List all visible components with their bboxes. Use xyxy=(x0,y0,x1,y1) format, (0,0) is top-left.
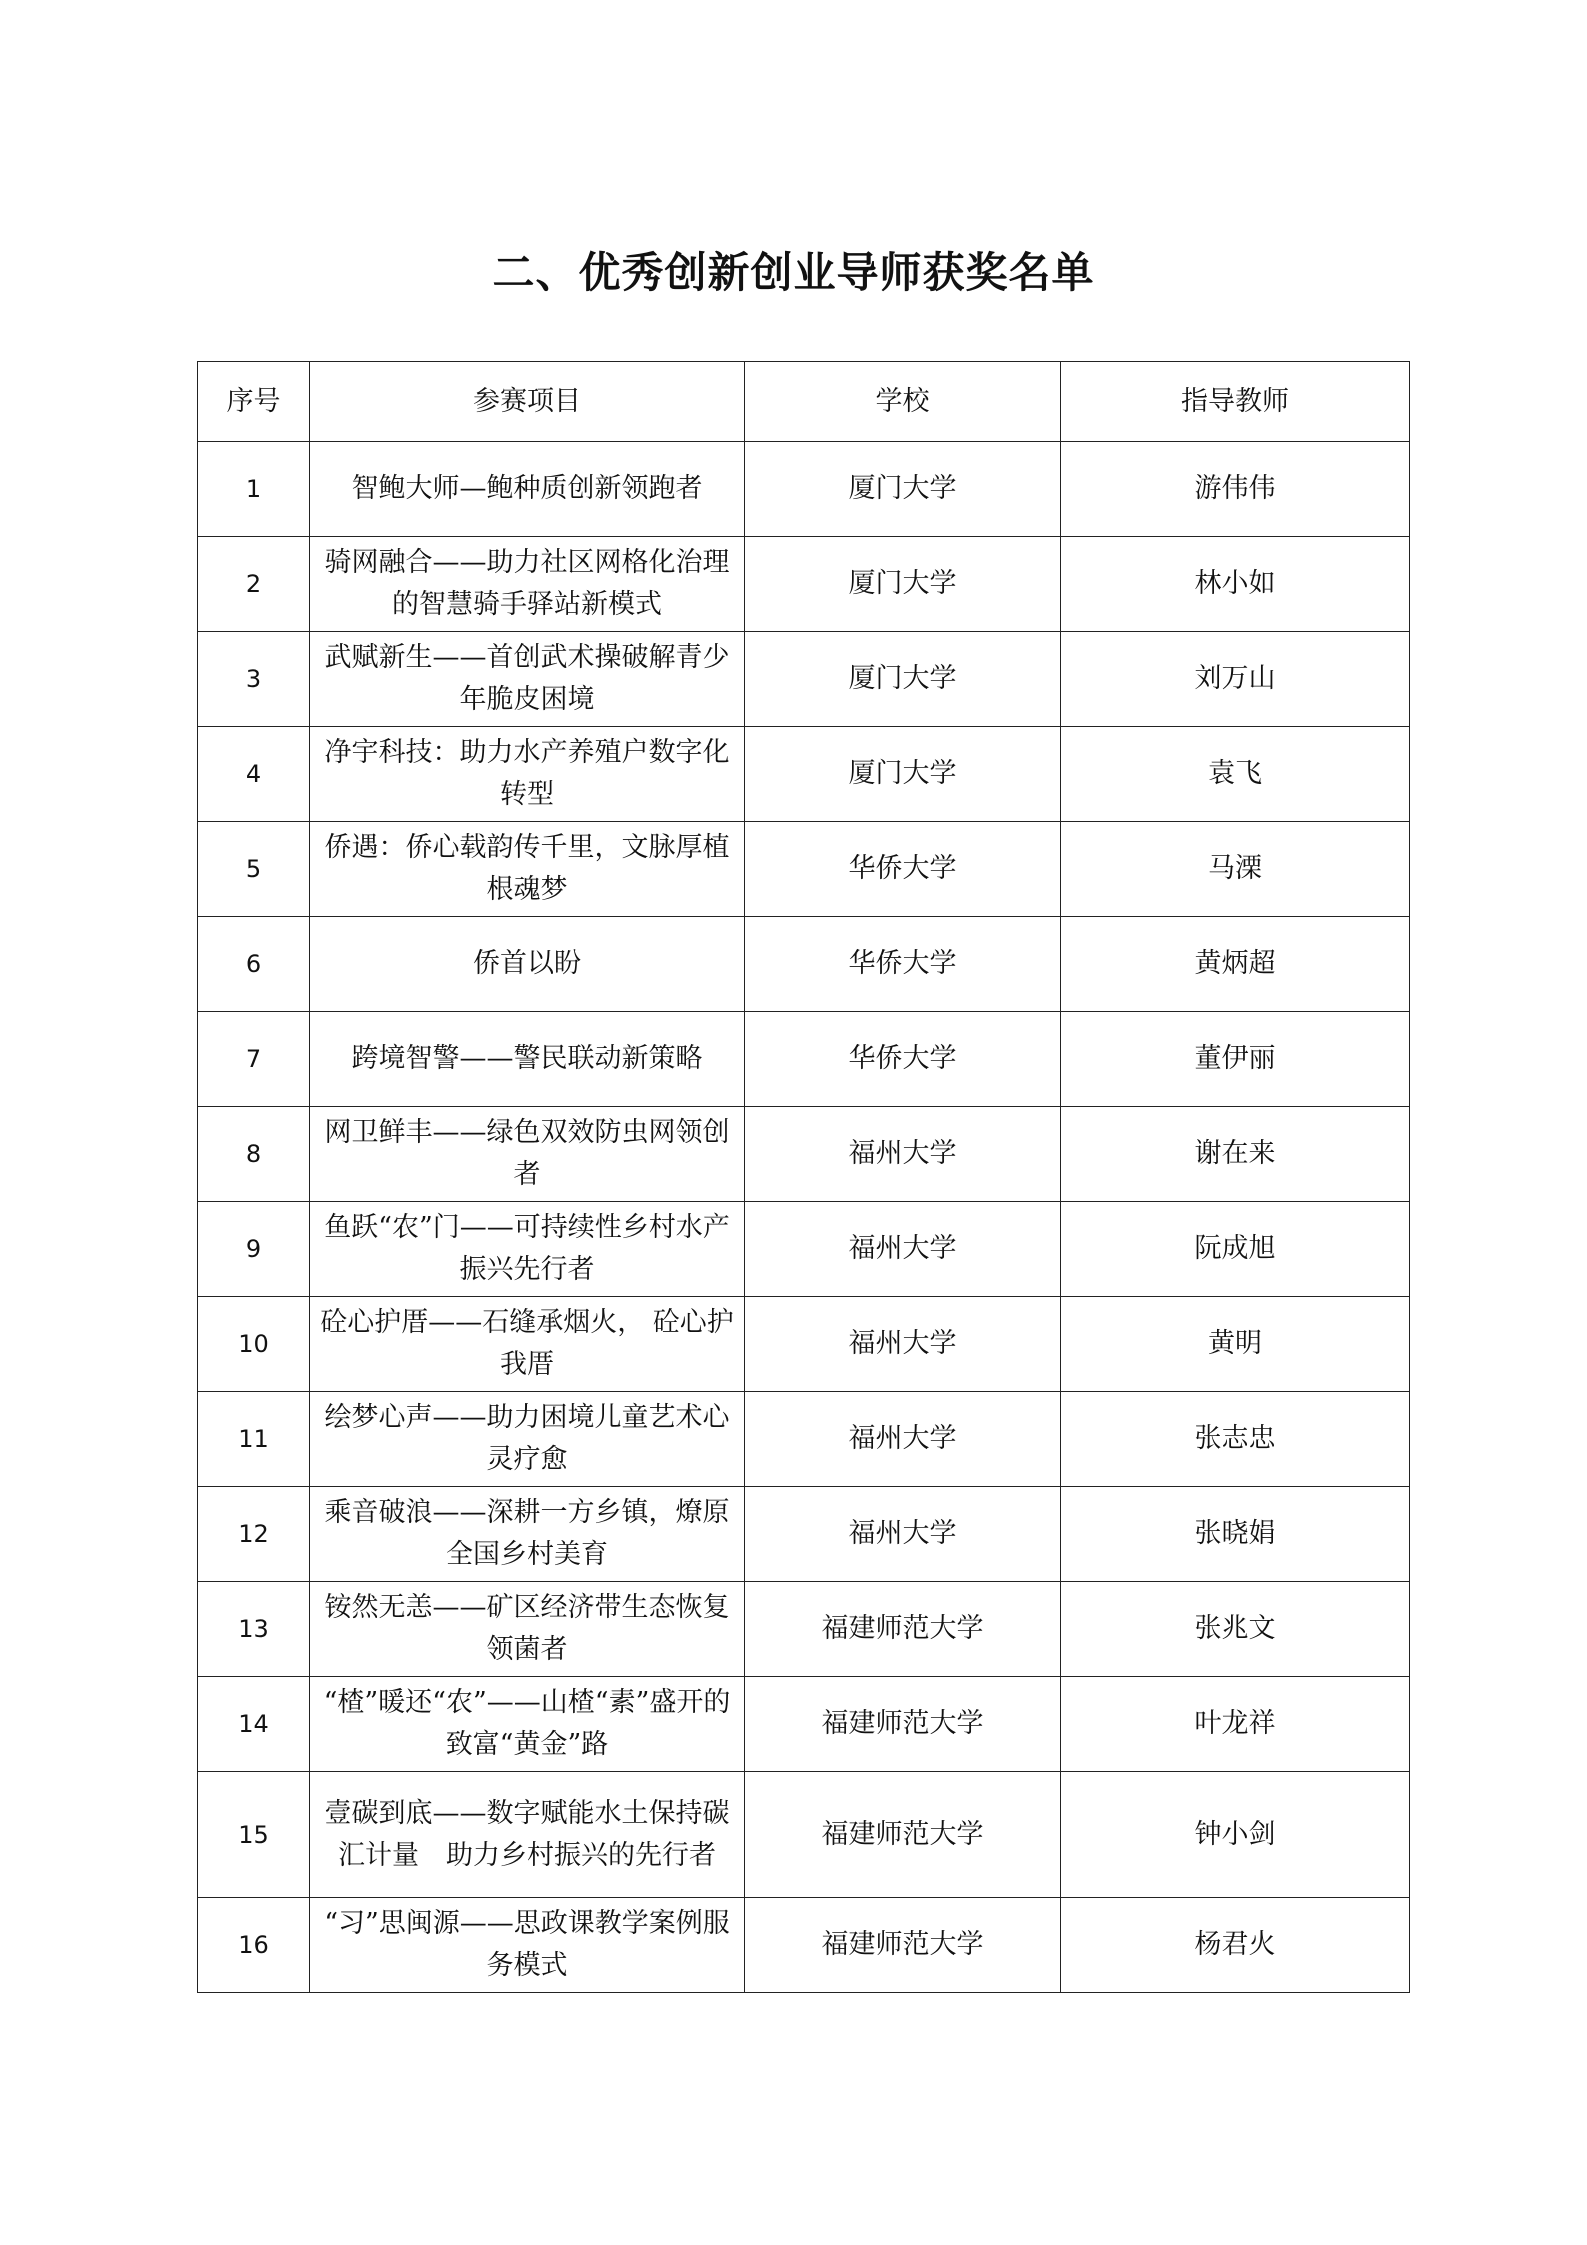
row-school: 福州大学 xyxy=(745,1392,1061,1487)
row-project: 侨首以盼 xyxy=(310,917,745,1012)
table-row xyxy=(198,1297,1410,1392)
table-row xyxy=(198,1392,1410,1487)
header-project: 参赛项目 xyxy=(310,362,745,442)
row-number: 9 xyxy=(198,1202,310,1297)
row-school: 福建师范大学 xyxy=(745,1582,1061,1677)
table-row xyxy=(198,1772,1410,1898)
row-school: 华侨大学 xyxy=(745,822,1061,917)
row-teacher: 游伟伟 xyxy=(1061,442,1410,537)
row-project: 网卫鲜丰——绿色双效防虫网领创者 xyxy=(310,1107,745,1202)
row-project: 砼心护厝——石缝承烟火， 砼心护我厝 xyxy=(310,1297,745,1392)
table-row xyxy=(198,727,1410,822)
header-teacher: 指导教师 xyxy=(1061,362,1410,442)
row-school: 福州大学 xyxy=(745,1487,1061,1582)
row-project: 侨遇：侨心载韵传千里，文脉厚植根魂梦 xyxy=(310,822,745,917)
row-project: 绘梦心声——助力困境儿童艺术心灵疗愈 xyxy=(310,1392,745,1487)
table-row xyxy=(198,1202,1410,1297)
table-row xyxy=(198,1487,1410,1582)
row-project: “习”思闽源——思政课教学案例服务模式 xyxy=(310,1898,745,1993)
row-project: 壹碳到底——数字赋能水土保持碳汇计量 助力乡村振兴的先行者 xyxy=(310,1772,745,1898)
row-teacher: 张志忠 xyxy=(1061,1392,1410,1487)
table-row xyxy=(198,1898,1410,1993)
row-project: 净宇科技：助力水产养殖户数字化转型 xyxy=(310,727,745,822)
row-school: 福州大学 xyxy=(745,1202,1061,1297)
row-teacher: 钟小剑 xyxy=(1061,1772,1410,1898)
table-row xyxy=(198,1107,1410,1202)
row-school: 福州大学 xyxy=(745,1297,1061,1392)
row-teacher: 袁飞 xyxy=(1061,727,1410,822)
table-row xyxy=(198,442,1410,537)
table-row xyxy=(198,917,1410,1012)
row-teacher: 黄炳超 xyxy=(1061,917,1410,1012)
row-number: 10 xyxy=(198,1297,310,1392)
row-number: 8 xyxy=(198,1107,310,1202)
row-school: 华侨大学 xyxy=(745,1012,1061,1107)
row-school: 福建师范大学 xyxy=(745,1898,1061,1993)
row-number: 15 xyxy=(198,1772,310,1898)
row-school: 厦门大学 xyxy=(745,727,1061,822)
row-project: 跨境智警——警民联动新策略 xyxy=(310,1012,745,1107)
row-number: 11 xyxy=(198,1392,310,1487)
row-teacher: 叶龙祥 xyxy=(1061,1677,1410,1772)
row-project: 武赋新生——首创武术操破解青少年脆皮困境 xyxy=(310,632,745,727)
row-teacher: 黄明 xyxy=(1061,1297,1410,1392)
row-number: 14 xyxy=(198,1677,310,1772)
table-row xyxy=(198,1582,1410,1677)
row-school: 厦门大学 xyxy=(745,442,1061,537)
row-teacher: 张晓娟 xyxy=(1061,1487,1410,1582)
row-teacher: 谢在来 xyxy=(1061,1107,1410,1202)
award-table xyxy=(197,361,1410,1993)
table-header-row xyxy=(198,362,1410,442)
row-number: 12 xyxy=(198,1487,310,1582)
row-teacher: 阮成旭 xyxy=(1061,1202,1410,1297)
row-number: 16 xyxy=(198,1898,310,1993)
row-school: 福州大学 xyxy=(745,1107,1061,1202)
row-school: 华侨大学 xyxy=(745,917,1061,1012)
row-project: 智鲍大师—鲍种质创新领跑者 xyxy=(310,442,745,537)
table-row xyxy=(198,632,1410,727)
row-teacher: 刘万山 xyxy=(1061,632,1410,727)
row-number: 4 xyxy=(198,727,310,822)
row-number: 7 xyxy=(198,1012,310,1107)
row-school: 厦门大学 xyxy=(745,632,1061,727)
row-teacher: 林小如 xyxy=(1061,537,1410,632)
row-number: 1 xyxy=(198,442,310,537)
row-teacher: 杨君火 xyxy=(1061,1898,1410,1993)
table-row xyxy=(198,1677,1410,1772)
table-row xyxy=(198,537,1410,632)
row-number: 6 xyxy=(198,917,310,1012)
row-teacher: 董伊丽 xyxy=(1061,1012,1410,1107)
row-project: “楂”暖还“农”——山楂“素”盛开的致富“黄金”路 xyxy=(310,1677,745,1772)
row-project: 鱼跃“农”门——可持续性乡村水产振兴先行者 xyxy=(310,1202,745,1297)
row-school: 福建师范大学 xyxy=(745,1677,1061,1772)
row-school: 厦门大学 xyxy=(745,537,1061,632)
table-row xyxy=(198,822,1410,917)
table-row xyxy=(198,1012,1410,1107)
row-project: 骑网融合——助力社区网格化治理的智慧骑手驿站新模式 xyxy=(310,537,745,632)
row-number: 3 xyxy=(198,632,310,727)
page-title: 二、优秀创新创业导师获奖名单 xyxy=(492,248,1095,297)
header-number: 序号 xyxy=(198,362,310,442)
row-number: 5 xyxy=(198,822,310,917)
row-number: 13 xyxy=(198,1582,310,1677)
header-school: 学校 xyxy=(745,362,1061,442)
row-project: 铵然无恙——矿区经济带生态恢复领菌者 xyxy=(310,1582,745,1677)
row-teacher: 张兆文 xyxy=(1061,1582,1410,1677)
row-project: 乘音破浪——深耕一方乡镇，燎原全国乡村美育 xyxy=(310,1487,745,1582)
row-teacher: 马溧 xyxy=(1061,822,1410,917)
row-number: 2 xyxy=(198,537,310,632)
row-school: 福建师范大学 xyxy=(745,1772,1061,1898)
